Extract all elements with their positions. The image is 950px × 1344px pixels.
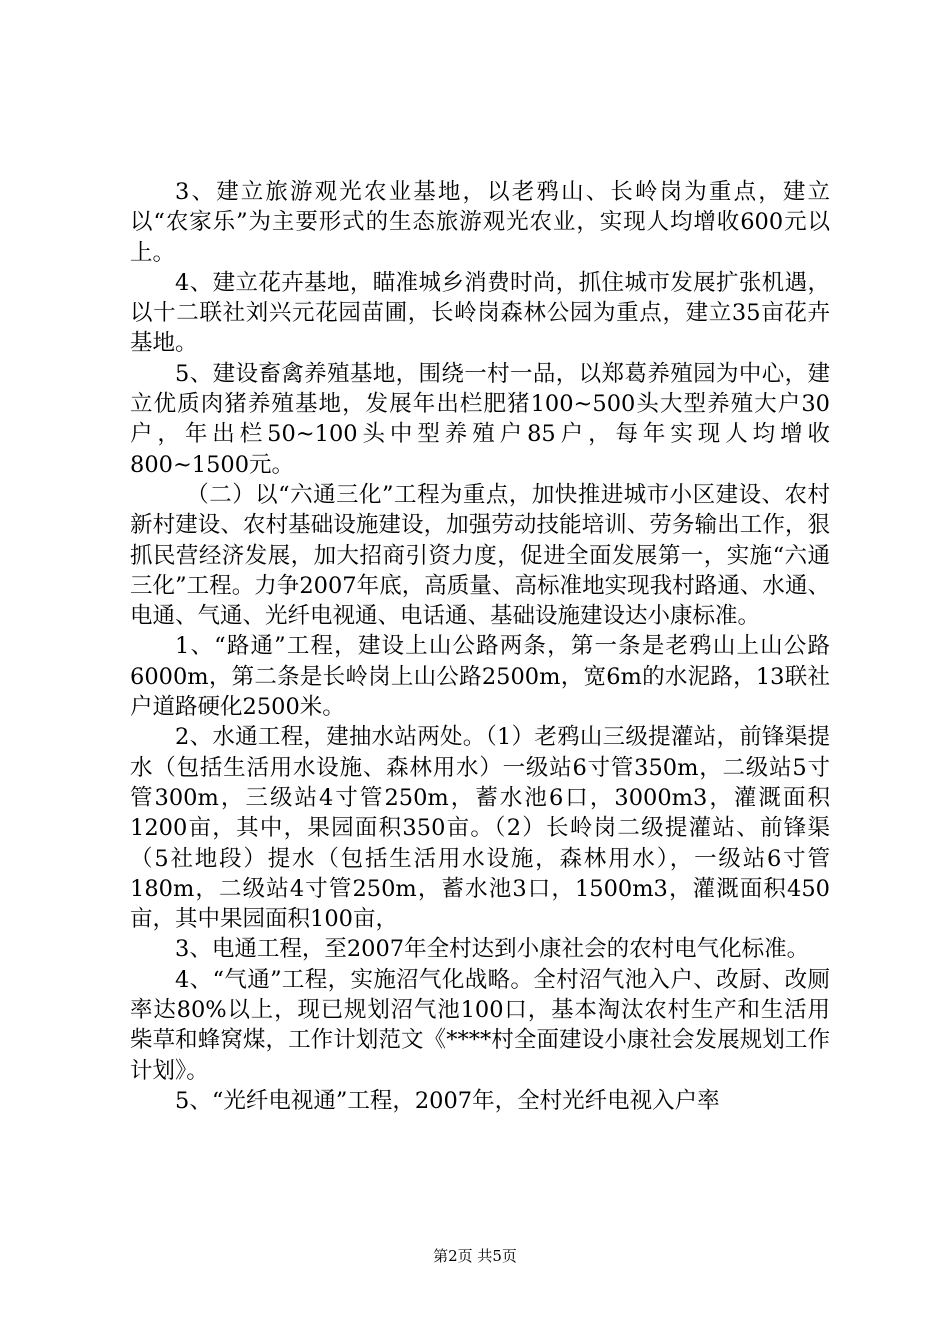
document-body [130, 177, 830, 1116]
page-footer: 第2页 共5页 [433, 1247, 517, 1265]
paragraph-fiber-tv-project: 5、“光纤电视通”工程，2007年，全村光纤电视入户率 [175, 1087, 720, 1114]
paragraph-road-project: 1、“路通”工程，建设上山公路两条，第一条是老鸦山上山公路6000m，第二条是长岭岗上山公路2500m，宽6m的水泥路，13联社户道路硬化2500米。 [130, 633, 830, 721]
paragraph-electricity-project: 3、电通工程，至2007年全村达到小康社会的农村电气化标准。 [175, 936, 810, 963]
paragraph-tourism-base: 3、建立旅游观光农业基地，以老鸦山、长岭岗为重点，建立以“农家乐”为主要形式的生态旅游观光农业，实现人均增收600元以上。 [130, 179, 830, 266]
paragraph-six-links-three-modernizations: （二）以“六通三化”工程为重点，加快推进城市小区建设、农村新村建设、农村基础设施建设，加强劳动技能培训、劳务输出工作，狠抓民营经济发展，加大招商引资力度，促进全面发展第一，实施“六通三化”工程。力争2007年底，高质量、高标准地实现我村路通、水通、电通、气通、光纤电视通、电话通、基础设施建设达小康标准。 [130, 481, 830, 630]
paragraph-biogas-project: 4、“气通”工程，实施沼气化战略。全村沼气池入户、改厨、改厕率达80%以上，现已规划沼气池100口，基本淘汰农村生产和生活用柴草和蜂窝煤，工作计划范文《****村全面建设小康社会发展规划工作计划》。 [130, 966, 830, 1084]
paragraph-water-project: 2、水通工程，建抽水站两处。（1）老鸦山三级提灌站，前锋渠提水（包括生活用水设施、森林用水）一级站6寸管350m，二级站5寸管300m，三级站4寸管250m，蓄水池6口，3000m3，灌溉面积1200亩，其中，果园面积350亩。（2）长岭岗二级提灌站、前锋渠（5社地段）提水（包括生活用水设施，森林用水），一级站6寸管180m，二级站4寸管250m，蓄水池3口，1500m3，灌溉面积450亩，其中果园面积100亩， [130, 724, 830, 933]
paragraph-flower-base: 4、建立花卉基地，瞄准城乡消费时尚，抓住城市发展扩张机遇，以十二联社刘兴元花园苗圃，长岭岗森林公园为重点，建立35亩花卉基地。 [130, 269, 830, 357]
paragraph-livestock-base: 5、建设畜禽养殖基地，围绕一村一品，以郑葛养殖园为中心，建立优质肉猪养殖基地，发展年出栏肥猪100~500头大型养殖大户30户，年出栏50~100头中型养殖户85户，每年实现人均增收800~1500元。 [130, 360, 830, 478]
